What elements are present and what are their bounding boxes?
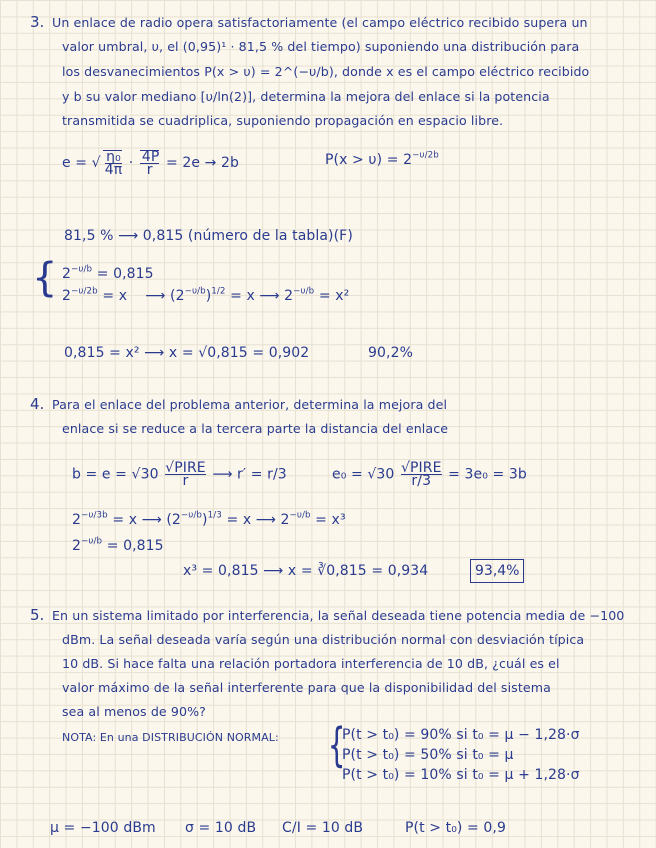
problem-3-text-line: transmitida se cuadriplica, suponiendo propagación en espacio libre.: [62, 113, 504, 128]
note-row: P(t > t₀) = 10% si t₀ = μ + 1,28·σ: [342, 767, 580, 783]
problem-3-text-line: y b su valor mediano [υ/ln(2)], determina la mejora del enlace si la potencia: [62, 89, 550, 104]
field-equation-reduced: e₀ = √30 $\frac{\text{√PIRE}}{r/3}$ = 3e₀ = 3b: [332, 460, 527, 489]
distribution-equation: $P(x > \upsilon) = 2^{-\upsilon/2b}$: [325, 150, 439, 168]
given-probability: P(t > t₀) = 0,9: [405, 820, 506, 836]
field-equation-original: b = e = √30 $\frac{\text{√PIRE}}{r}$ ⟶ r′ = r/3: [72, 460, 287, 489]
problem-3-number: 3.: [30, 13, 45, 31]
note-label: NOTA: En una DISTRIBUCIÓN NORMAL:: [62, 731, 279, 744]
field-equation: e = √ $\frac{\text{η₀}}{4\pi}$ · $\frac{4P}{r}$ = 2e → 2b: [62, 149, 240, 178]
problem-4-text-line: enlace si se reduce a la tercera parte la distancia del enlace: [62, 421, 449, 436]
table-conversion-step: 81,5 % ⟶ 0,815 (número de la tabla)(F): [64, 228, 353, 244]
note-row: P(t > t₀) = 50% si t₀ = μ: [342, 747, 514, 763]
problem-5-text-line: En un sistema limitado por interferencia, la señal deseada tiene potencia media de −100: [52, 608, 625, 623]
solve-step: 0,815 = x² ⟶ x = √0,815 = 0,902: [64, 345, 310, 361]
problem-5-text-line: 10 dB. Si hace falta una relación portadora interferencia de 10 dB, ¿cuál es el: [62, 656, 560, 671]
system-equation-2: $2^{-\upsilon/b} = 0,815$: [72, 536, 164, 554]
given-sigma: σ = 10 dB: [185, 820, 257, 836]
problem-5-text-line: dBm. La señal deseada varía según una distribución normal con desviación típica: [62, 632, 585, 647]
problem-4-text-line: Para el enlace del problema anterior, determina la mejora del: [52, 397, 448, 412]
problem-3-text-line: los desvanecimientos P(x > υ) = 2^(−υ/b), donde x es el campo eléctrico recibido: [62, 64, 590, 79]
given-ci: C/I = 10 dB: [282, 820, 364, 836]
problem-3-text-line: Un enlace de radio opera satisfactoriamente (el campo eléctrico recibido supera un: [52, 15, 588, 30]
problem-5-text-line: valor máximo de la señal interferente para que la disponibilidad del sistema: [62, 680, 551, 695]
boxed-result: 93,4%: [470, 559, 524, 583]
system-equation-1: $2^{-\upsilon/b} = 0,815$: [62, 264, 154, 282]
note-brace: {: [327, 718, 346, 772]
problem-4-number: 4.: [30, 395, 45, 413]
problem-5-text-line: sea al menos de 90%?: [62, 704, 206, 719]
note-row: P(t > t₀) = 90% si t₀ = μ − 1,28·σ: [342, 727, 580, 743]
problem-5-number: 5.: [30, 606, 45, 624]
solve-step: x³ = 0,815 ⟶ x = ∛0,815 = 0,934: [183, 563, 429, 579]
system-brace: {: [32, 255, 58, 301]
result-percentage: 90,2%: [368, 345, 413, 361]
problem-3-text-line: valor umbral, υ, el (0,95)¹ · 81,5 % del tiempo) suponiendo una distribución para: [62, 39, 580, 54]
given-mean: μ = −100 dBm: [50, 820, 156, 836]
system-equation-1: $2^{-\upsilon/3b} = x$ ⟶ $(2^{-\upsilon/b})^{1/3} = x$ ⟶ $2^{-\upsilon/b} = x^3$: [72, 510, 346, 528]
system-equation-2: $2^{-\upsilon/2b} = x$ ⟶ $(2^{-\upsilon/b})^{1/2} = x$ ⟶ $2^{-\upsilon/b} = x^2$: [62, 286, 350, 304]
